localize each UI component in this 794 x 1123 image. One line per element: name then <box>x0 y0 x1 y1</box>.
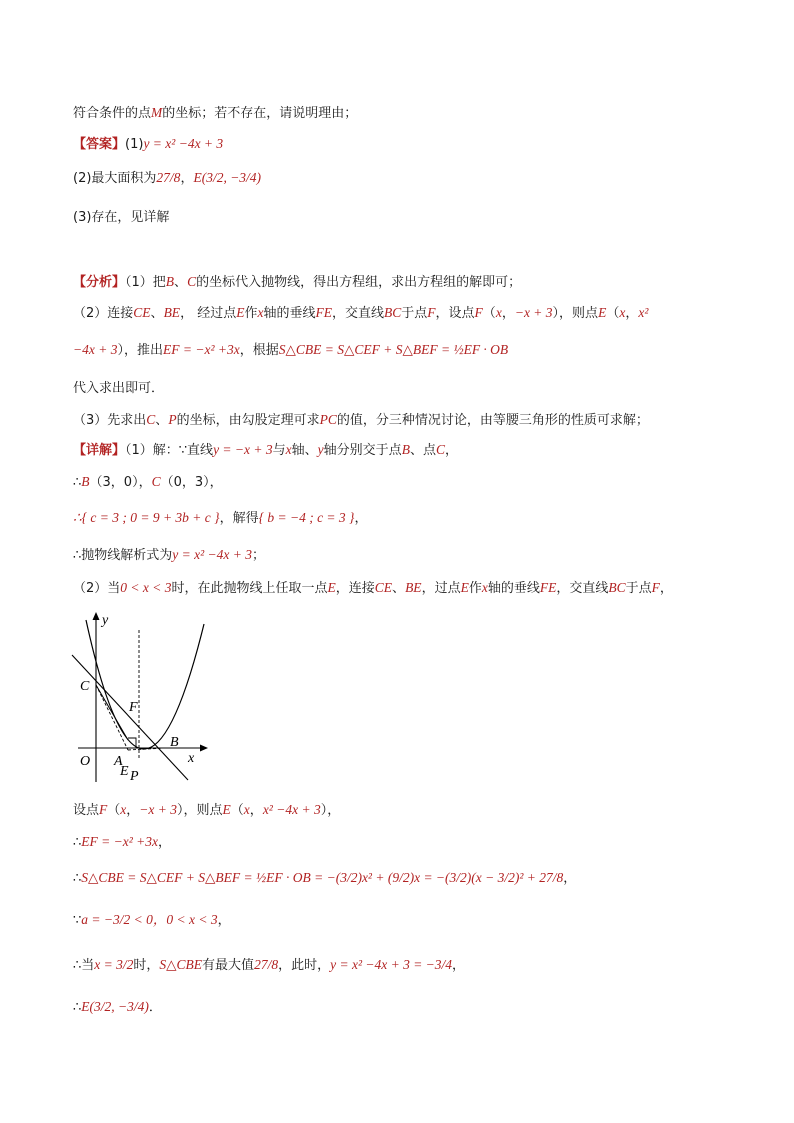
text-segment: ），则点 <box>552 306 599 321</box>
math-expr: 27/8 <box>254 957 279 972</box>
math-expr: BC <box>384 305 402 320</box>
text-line-14 <box>73 800 340 822</box>
label-o: O <box>80 754 91 769</box>
parabola-figure <box>68 610 218 785</box>
text-segment: 符合条件的点 <box>73 106 152 121</box>
math-expr: y <box>317 442 324 457</box>
label-p: P <box>130 769 139 784</box>
text-line-4 <box>73 272 521 294</box>
text-segment: （ <box>606 306 620 321</box>
math-expr: ∴{ c = 3 ; 0 = 9 + 3b + c } <box>73 510 220 525</box>
text-segment: ），推出 <box>117 343 163 358</box>
math-expr: PC <box>319 412 337 427</box>
text-segment: ∴ <box>73 1000 82 1015</box>
math-expr: { b = −4 ; c = 3 } <box>258 510 355 525</box>
text-segment: ∴抛物线解析式为 <box>73 548 173 563</box>
math-expr: FE <box>315 305 332 320</box>
math-expr: CE <box>133 305 151 320</box>
text-segment: 时， <box>133 958 160 973</box>
math-expr: F <box>427 305 436 320</box>
text-segment: 作 <box>468 581 482 596</box>
text-segment: 的坐标代入抛物线，得出方程组，求出方程组的解即可； <box>196 275 522 290</box>
text-line-8 <box>73 410 649 432</box>
math-expr: x <box>285 442 292 457</box>
text-segment: 的坐标；若不存在，请说明理由； <box>162 106 358 121</box>
text-segment: 作 <box>244 306 258 321</box>
text-segment: ∴当 <box>73 958 95 973</box>
math-expr: C <box>151 474 161 489</box>
text-segment: ， <box>354 511 368 526</box>
text-segment: ∴ <box>73 871 82 886</box>
parabola-curve <box>86 620 204 749</box>
text-segment: ，此时， <box>278 958 331 973</box>
text-segment: ； <box>252 548 266 563</box>
text-segment: 轴的垂线 <box>487 581 540 596</box>
text-line-10 <box>73 472 223 494</box>
segment-cf <box>96 685 128 740</box>
math-expr: E <box>460 580 469 595</box>
math-expr: C <box>146 412 156 427</box>
label-e: E <box>120 764 129 779</box>
text-segment: 代入求出即可． <box>73 381 165 396</box>
text-segment: ，根据 <box>239 343 279 358</box>
text-segment: 、 <box>174 275 188 290</box>
text-segment: （0，3）， <box>160 475 223 490</box>
text-segment: (1) <box>125 137 144 152</box>
text-segment: ， <box>501 306 515 321</box>
text-line-16 <box>73 868 576 890</box>
text-line-2 <box>73 168 261 190</box>
text-segment: ∵ <box>73 913 82 928</box>
text-segment: ），则点 <box>177 803 223 818</box>
math-expr: −x + 3 <box>514 305 553 320</box>
text-line-9 <box>73 440 458 462</box>
math-expr: E <box>598 305 607 320</box>
text-segment: ，交直线 <box>556 581 609 596</box>
text-segment: ，交直线 <box>331 306 384 321</box>
text-segment: （2）当 <box>73 581 121 596</box>
text-line-13 <box>73 578 673 600</box>
math-expr: EF = −x² +3x <box>81 834 159 849</box>
text-segment: 设点 <box>73 803 100 818</box>
text-line-6 <box>73 340 508 362</box>
math-expr: S△CBE = S△CEF + S△BEF = ½EF · OB = −(3/2)x² + (9/2)x = −(3/2)(x − 3/2)² + 27/8 <box>81 870 564 885</box>
math-expr: y = x² −4x + 3 <box>143 136 224 151</box>
text-segment: 轴的垂线 <box>263 306 316 321</box>
text-segment: 的坐标，由勾股定理可求 <box>176 413 320 428</box>
math-expr: M <box>151 105 163 120</box>
text-segment: ． <box>148 1000 162 1015</box>
text-segment: （3，0）， <box>89 475 152 490</box>
text-line-18 <box>73 955 465 977</box>
text-segment: 轴分别交于点 <box>323 443 402 458</box>
math-expr: B <box>401 442 410 457</box>
text-segment: ， <box>444 443 458 458</box>
label-b: B <box>170 735 179 750</box>
text-segment: （ <box>230 803 244 818</box>
math-expr: y = x² −4x + 3 <box>172 547 253 562</box>
text-segment: ， 经过点 <box>180 306 237 321</box>
text-segment: （2）连接 <box>73 306 134 321</box>
dashed-ce <box>96 685 128 750</box>
math-expr: CE <box>374 580 393 595</box>
text-segment: ， <box>452 958 466 973</box>
text-segment: ，连接 <box>335 581 375 596</box>
math-expr: C <box>187 274 197 289</box>
text-segment: ， <box>625 306 639 321</box>
label-y: y <box>102 613 109 628</box>
text-segment: ∴ <box>73 475 82 490</box>
math-expr: BC <box>608 580 626 595</box>
math-expr: a = −3/2 < 0，0 < x < 3 <box>81 912 218 927</box>
math-expr: B <box>81 474 90 489</box>
math-expr: x <box>120 802 127 817</box>
section-tag: 【分析】 <box>73 275 126 290</box>
math-expr: E <box>222 802 231 817</box>
text-line-7 <box>73 378 164 400</box>
math-expr: BE <box>405 580 422 595</box>
text-segment: ， <box>659 581 673 596</box>
math-expr: S△CBE <box>159 957 203 972</box>
text-segment: ， <box>217 913 231 928</box>
text-line-15 <box>73 832 171 854</box>
text-segment: ， <box>180 171 194 186</box>
math-expr: x = 3/2 <box>94 957 134 972</box>
text-segment: （1）解：∵直线 <box>125 443 214 458</box>
math-expr: F <box>99 802 108 817</box>
text-segment: 与 <box>272 443 286 458</box>
math-expr: P <box>168 412 177 427</box>
math-expr: 0 < x < 3 <box>120 580 172 595</box>
math-expr: x <box>495 305 502 320</box>
math-expr: EF = −x² +3x <box>162 342 240 357</box>
math-expr: BE <box>163 305 181 320</box>
text-segment: 于点 <box>401 306 428 321</box>
text-segment: （3）先求出 <box>73 413 147 428</box>
text-line-19 <box>73 997 162 1019</box>
text-segment: (2)最大面积为 <box>73 171 157 186</box>
text-segment: 、 <box>150 306 164 321</box>
text-segment: ， <box>563 871 577 886</box>
math-expr: F <box>474 305 483 320</box>
math-expr: C <box>435 442 445 457</box>
text-segment: 于点 <box>625 581 652 596</box>
text-line-11 <box>73 508 367 530</box>
math-expr: E <box>236 305 245 320</box>
math-expr: x <box>257 305 264 320</box>
text-segment: 、 <box>155 413 169 428</box>
text-segment: 、点 <box>409 443 436 458</box>
math-expr: x² <box>638 305 649 320</box>
text-segment: (3)存在，见详解 <box>73 210 170 225</box>
math-expr: F <box>651 580 660 595</box>
text-line-0 <box>73 103 357 125</box>
x-axis-arrow <box>200 745 208 752</box>
text-segment: ，解得 <box>219 511 259 526</box>
text-segment: 轴、 <box>291 443 318 458</box>
text-line-5 <box>73 303 648 325</box>
math-expr: −x + 3 <box>139 802 178 817</box>
math-expr: E(3/2, −3/4) <box>81 999 149 1014</box>
text-segment: ）， <box>320 803 341 818</box>
text-segment: ∴ <box>73 835 82 850</box>
label-x: x <box>188 751 195 766</box>
text-segment: ， <box>249 803 263 818</box>
math-expr: x <box>243 802 250 817</box>
text-line-17 <box>73 910 231 932</box>
text-segment: 有最大值 <box>202 958 255 973</box>
label-a: A <box>114 754 123 769</box>
text-segment: （ <box>107 803 121 818</box>
math-expr: S△CBE = S△CEF + S△BEF = ½EF · OB <box>278 342 509 357</box>
math-expr: y = −x + 3 <box>213 442 273 457</box>
text-segment: 的值，分三种情况讨论，由等腰三角形的性质可求解； <box>336 413 649 428</box>
label-f: F <box>129 700 138 715</box>
math-expr: x² −4x + 3 <box>262 802 321 817</box>
math-expr: E(3/2, −3/4) <box>193 170 262 185</box>
math-expr: E <box>327 580 336 595</box>
math-expr: B <box>165 274 175 289</box>
section-tag: 【答案】 <box>73 137 126 152</box>
text-segment: ， <box>158 835 172 850</box>
math-expr: y = x² −4x + 3 = −3/4 <box>330 957 453 972</box>
y-axis-arrow <box>93 612 100 620</box>
math-expr: 27/8 <box>156 170 181 185</box>
math-expr: FE <box>539 580 557 595</box>
text-line-3 <box>73 207 169 229</box>
text-segment: ，设点 <box>435 306 475 321</box>
text-segment: 、 <box>392 581 406 596</box>
text-line-12 <box>73 545 265 567</box>
text-line-1 <box>73 134 223 156</box>
math-expr: −4x + 3 <box>73 342 118 357</box>
text-segment: ，过点 <box>421 581 461 596</box>
label-c: C <box>80 679 90 694</box>
section-tag: 【详解】 <box>73 443 126 458</box>
text-segment: ， <box>126 803 140 818</box>
math-expr: x <box>481 580 488 595</box>
math-expr: x <box>619 305 626 320</box>
text-segment: 时，在此抛物线上任取一点 <box>171 581 328 596</box>
text-segment: （1）把 <box>125 275 166 290</box>
text-segment: （ <box>482 306 496 321</box>
